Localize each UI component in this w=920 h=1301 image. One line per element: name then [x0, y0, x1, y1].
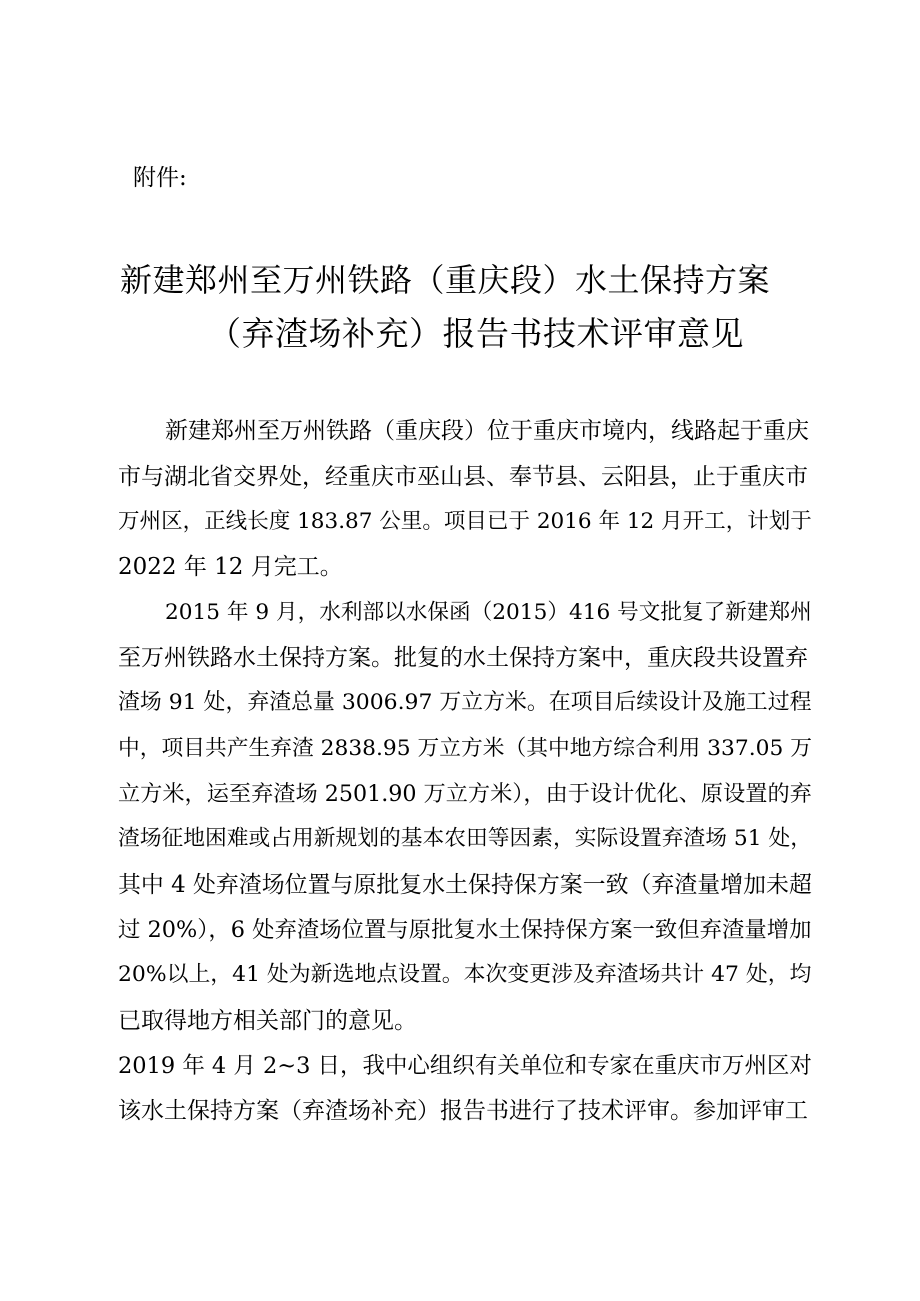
body-line: 2022 年 12 月完工。: [118, 554, 343, 580]
body-line: 市与湖北省交界处，经重庆市巫山县、奉节县、云阳县，止于重庆市: [118, 464, 808, 490]
body-line: 中，项目共产生弃渣 2838.95 万立方米（其中地方综合利用 337.05 万: [118, 736, 812, 761]
body-line: 已取得地方相关部门的意见。: [118, 1008, 417, 1034]
body-line: 立方米，运至弃渣场 2501.90 万立方米），由于设计优化、原设置的弃: [118, 781, 812, 807]
body-line: 2015 年 9 月，水利部以水保函（2015）416 号文批复了新建郑州: [165, 600, 812, 625]
body-line: 20%以上，41 处为新选地点设置。本次变更涉及弃渣场共计 47 处，均: [118, 962, 812, 987]
body-line: 该水土保持方案（弃渣场补充）报告书进行了技术评审。参加评审工: [118, 1098, 808, 1124]
attachment-label: 附件:: [133, 165, 187, 191]
document-title-line-1: 新建郑州至万州铁路（重庆段）水土保持方案: [120, 261, 771, 299]
body-line: 至万州铁路水土保持方案。批复的水土保持方案中，重庆段共设置弃: [118, 645, 808, 671]
body-line: 2019 年 4 月 2~3 日，我中心组织有关单位和专家在重庆市万州区对: [118, 1053, 812, 1079]
body-line: 新建郑州至万州铁路（重庆段）位于重庆市境内，线路起于重庆: [165, 418, 809, 444]
body-line: 其中 4 处弃渣场位置与原批复水土保持保方案一致（弃渣量增加未超: [118, 872, 812, 898]
document-title-line-2: （弃渣场补充）报告书技术评审意见: [208, 314, 744, 353]
body-line: 渣场 91 处，弃渣总量 3006.97 万立方米。在项目后续设计及施工过程: [118, 690, 812, 715]
body-line: 过 20%），6 处弃渣场位置与原批复水土保持保方案一致但弃渣量增加: [118, 917, 812, 943]
body-line: 渣场征地困难或占用新规划的基本农田等因素，实际设置弃渣场 51 处，: [118, 826, 813, 851]
body-line: 万州区，正线长度 183.87 公里。项目已于 2016 年 12 月开工，计划于: [118, 509, 812, 534]
